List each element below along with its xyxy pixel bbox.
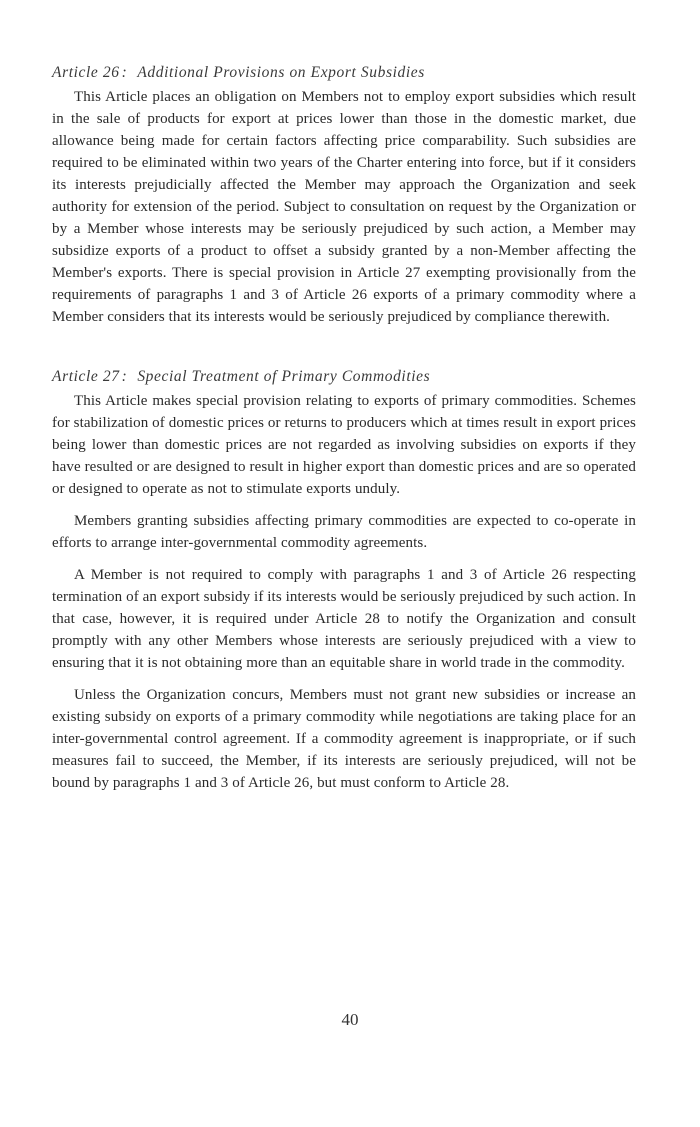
page-number: 40 (341, 1010, 359, 1029)
section-heading (52, 366, 636, 388)
article-title: Additional Provisions on Export Subsidies (137, 64, 425, 81)
heading-separator: : (121, 368, 128, 385)
paragraph: This Article makes special provision relating to exports of primary commodities. Schemes for stabilization of domestic prices or returns to producers which at times result in export prices being lower than domestic prices are not regarded as involving subsidies on exports if they have resulted or are designed to result in higher export than domestic prices and are so operated or designed to operate as not to stimulate exports unduly. (52, 393, 636, 497)
section-heading (52, 62, 636, 84)
document-page (52, 62, 636, 794)
article-26-section (52, 62, 636, 328)
article-number: Article 27 (52, 368, 120, 385)
article-title: Special Treatment of Primary Commodities (137, 368, 431, 385)
paragraph: Unless the Organization concurs, Members must not grant new subsidies or increase an existing subsidy on exports of a primary commodity while negotiations are taking place for an inter-governmental control agreement. If a commodity agreement is inappropriate, or if such measures fail to succeed, the Member, if its interests are seriously prejudiced, will not be bound by paragraphs 1 and 3 of Article 26, but must conform to Article 28. (52, 687, 636, 791)
paragraph: A Member is not required to comply with paragraphs 1 and 3 of Article 26 respecting termination of an export subsidy if its interests would be seriously prejudiced by such action. In that case, however, it is required under Article 28 to notify the Organization and consult promptly with any other Members whose interests are seriously prejudiced with a view to ensuring that it is not obtaining more than an equitable share in world trade in the commodity. (52, 567, 636, 671)
paragraph: This Article places an obligation on Members not to employ export subsidies which result in the sale of products for export at prices lower than those in the domestic market, due allowance being made for certain factors affecting price comparability. Such subsidies are required to be eliminated within two years of the Charter entering into force, but if it considers its interests prejudicially affected the Member may approach the Organization and seek authority for extension of the period. Subject to consultation on request by the Organization or by a Member whose interests may be seriously prejudiced by such action, a Member may subsidize exports of a product to offset a subsidy granted by a non-Member affecting the Member's exports. There is special provision in Article 27 exempting provisionally from the requirements of paragraphs 1 and 3 of Article 26 exports of a primary commodity where a Member considers that its interests would be seriously prejudiced by compliance therewith. (52, 89, 636, 325)
paragraph: Members granting subsidies affecting primary commodities are expected to co-operate in efforts to arrange inter-governmental commodity agreements. (52, 513, 636, 551)
article-number: Article 26 (52, 64, 120, 81)
article-27-section (52, 366, 636, 794)
heading-separator: : (121, 64, 128, 81)
